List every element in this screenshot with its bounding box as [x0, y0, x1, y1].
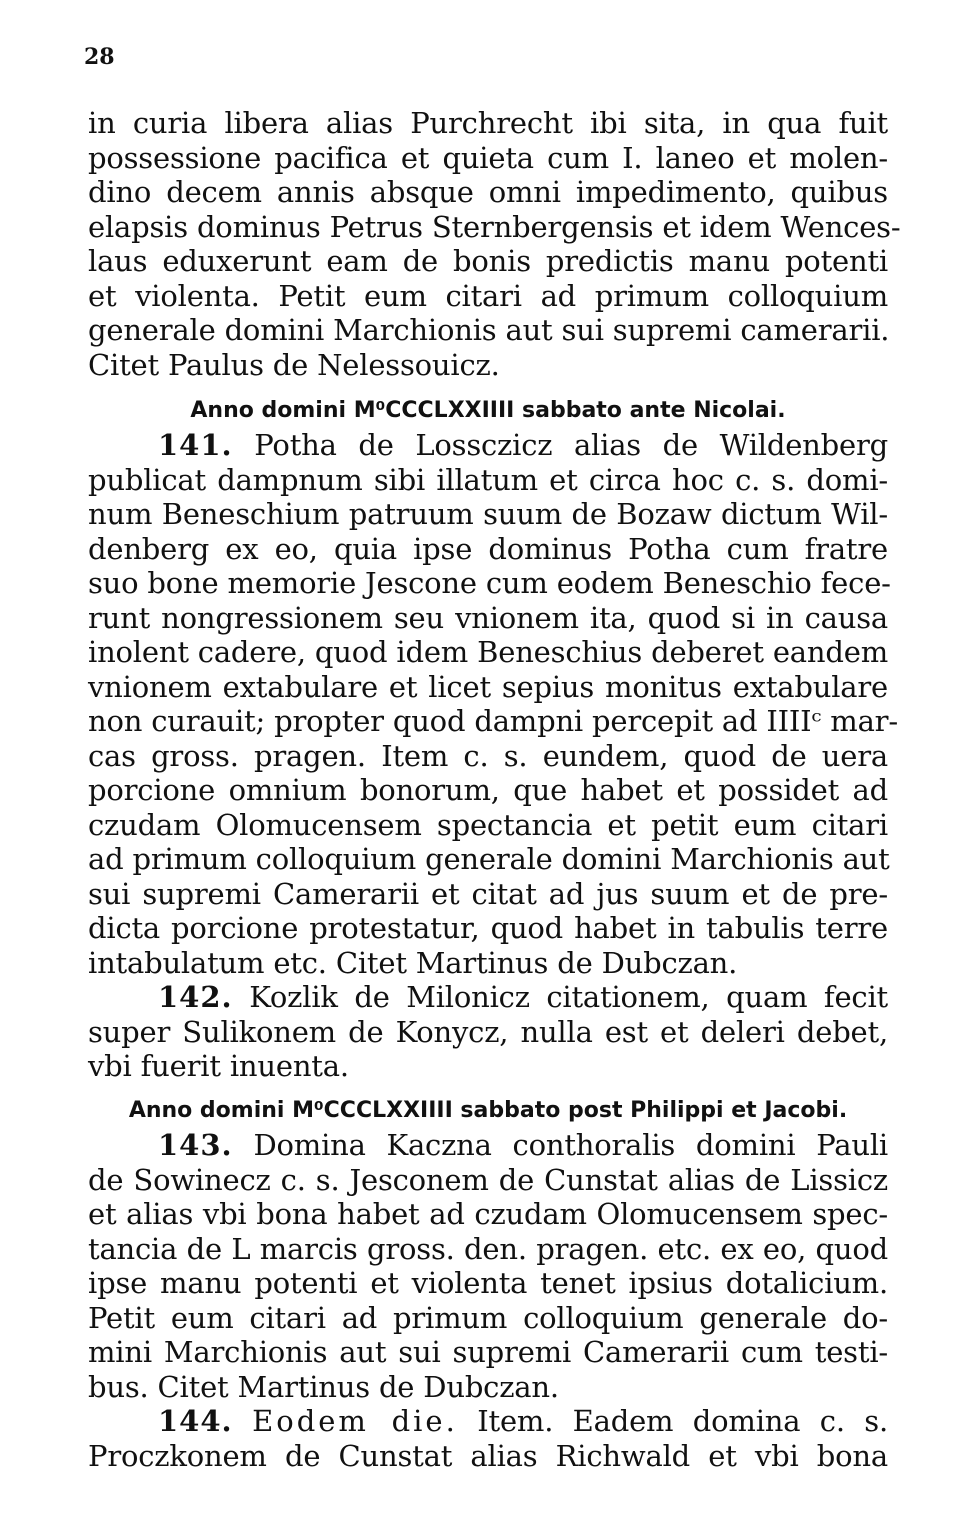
entry-spaced-text: Eodem die.: [252, 1404, 458, 1438]
text-line: possessione pacifica et quieta cum I. laneo et molen-: [88, 140, 888, 175]
entry-first-line: [88, 1128, 888, 1163]
entry-number: 141.: [158, 428, 233, 462]
text-line: elapsis dominus Petrus Sternbergensis et idem Wences-: [88, 209, 901, 244]
text-line: cas gross. pragen. Item c. s. eundem, quod de uera: [88, 738, 888, 773]
entry-number: 144.: [158, 1404, 233, 1438]
text-line: Proczkonem de Cunstat alias Richwald et vbi bona: [88, 1438, 888, 1473]
text-line: publicat dampnum sibi illatum et circa hoc c. s. domi-: [88, 462, 888, 497]
entry-text: Domina Kaczna conthoralis domini Pauli: [253, 1128, 888, 1162]
text-line: dino decem annis absque omni impedimento, quibus: [88, 175, 888, 209]
text-line: super Sulikonem de Konycz, nulla est et deleri debet,: [88, 1014, 888, 1049]
text-line: inolent cadere, quod idem Beneschius deberet eandem: [88, 635, 888, 669]
entry-141: [88, 428, 898, 980]
text-line: ipse manu potenti et violenta tenet ipsius dotalicium.: [88, 1266, 888, 1300]
date-heading: Anno domini M⁰CCCLXXIIII sabbato post Philippi et Jacobi.: [128, 1098, 848, 1123]
text-line: dicta porcione protestatur, quod habet in tabulis terre: [88, 911, 888, 945]
text-line: generale domini Marchionis aut sui supremi camerarii.: [88, 313, 890, 347]
entry-number: 142.: [158, 980, 233, 1014]
text-line: vnionem extabulare et licet sepius monitus extabulare: [88, 669, 888, 704]
entry-text: Potha de Lossczicz alias de Wildenberg: [254, 428, 888, 462]
entry-first-line: [88, 1404, 888, 1439]
text-line: laus eduxerunt eam de bonis predictis manu potenti: [88, 244, 888, 278]
text-line: Petit eum citari ad primum colloquium generale do-: [88, 1300, 888, 1335]
text-line: tancia de L marcis gross. den. pragen. etc. ex eo, quod: [88, 1231, 888, 1266]
entry-144: [88, 1404, 888, 1473]
text-line: vbi fuerit inuenta.: [88, 1049, 349, 1083]
entry-number: 143.: [158, 1128, 233, 1162]
entry-text: Kozlik de Milonicz citationem, quam fecit: [249, 980, 888, 1014]
text-line: suo bone memorie Jescone cum eodem Beneschio fece-: [88, 566, 891, 600]
text-line: et alias vbi bona habet ad czudam Olomucensem spec-: [88, 1197, 888, 1231]
paragraph-continuation: [88, 106, 901, 382]
text-line: in curia libera alias Purchrecht ibi sita, in qua fuit: [88, 106, 888, 140]
text-line: bus. Citet Martinus de Dubczan.: [88, 1369, 559, 1404]
entry-142: [88, 980, 888, 1084]
text-line: denberg ex eo, quia ipse dominus Potha cum fratre: [88, 531, 888, 566]
text-line: intabulatum etc. Citet Martinus de Dubczan.: [88, 945, 738, 980]
date-heading: Anno domini M⁰CCCLXXIIII sabbato ante Nicolai.: [190, 398, 786, 423]
text-line: ad primum colloquium generale domini Marchionis aut: [88, 842, 890, 876]
entry-first-line: [88, 980, 888, 1015]
entry-143: [88, 1128, 888, 1404]
text-line: et violenta. Petit eum citari ad primum colloquium: [88, 278, 888, 313]
page-number: 28: [84, 44, 115, 70]
entry-first-line: [88, 428, 888, 463]
text-line: sui supremi Camerarii et citat ad jus suum et de pre-: [88, 876, 888, 911]
text-line: de Sowinecz c. s. Jesconem de Cunstat alias de Lissicz: [88, 1162, 888, 1197]
text-line: Citet Paulus de Nelessouicz.: [88, 347, 500, 382]
text-line: num Beneschium patruum suum de Bozaw dictum Wil-: [88, 497, 888, 531]
text-line: czudam Olomucensem spectancia et petit eum citari: [88, 807, 888, 842]
text-line: runt nongressionem seu vnionem ita, quod si in causa: [88, 600, 888, 635]
text-line: mini Marchionis aut sui supremi Camerarii cum testi-: [88, 1335, 888, 1369]
text-line: non curauit; propter quod dampni percepit ad IIIIᶜ mar-: [88, 704, 898, 738]
text-line: porcione omnium bonorum, que habet et possidet ad: [88, 773, 888, 807]
entry-text: Item. Eadem domina c. s.: [477, 1404, 888, 1438]
